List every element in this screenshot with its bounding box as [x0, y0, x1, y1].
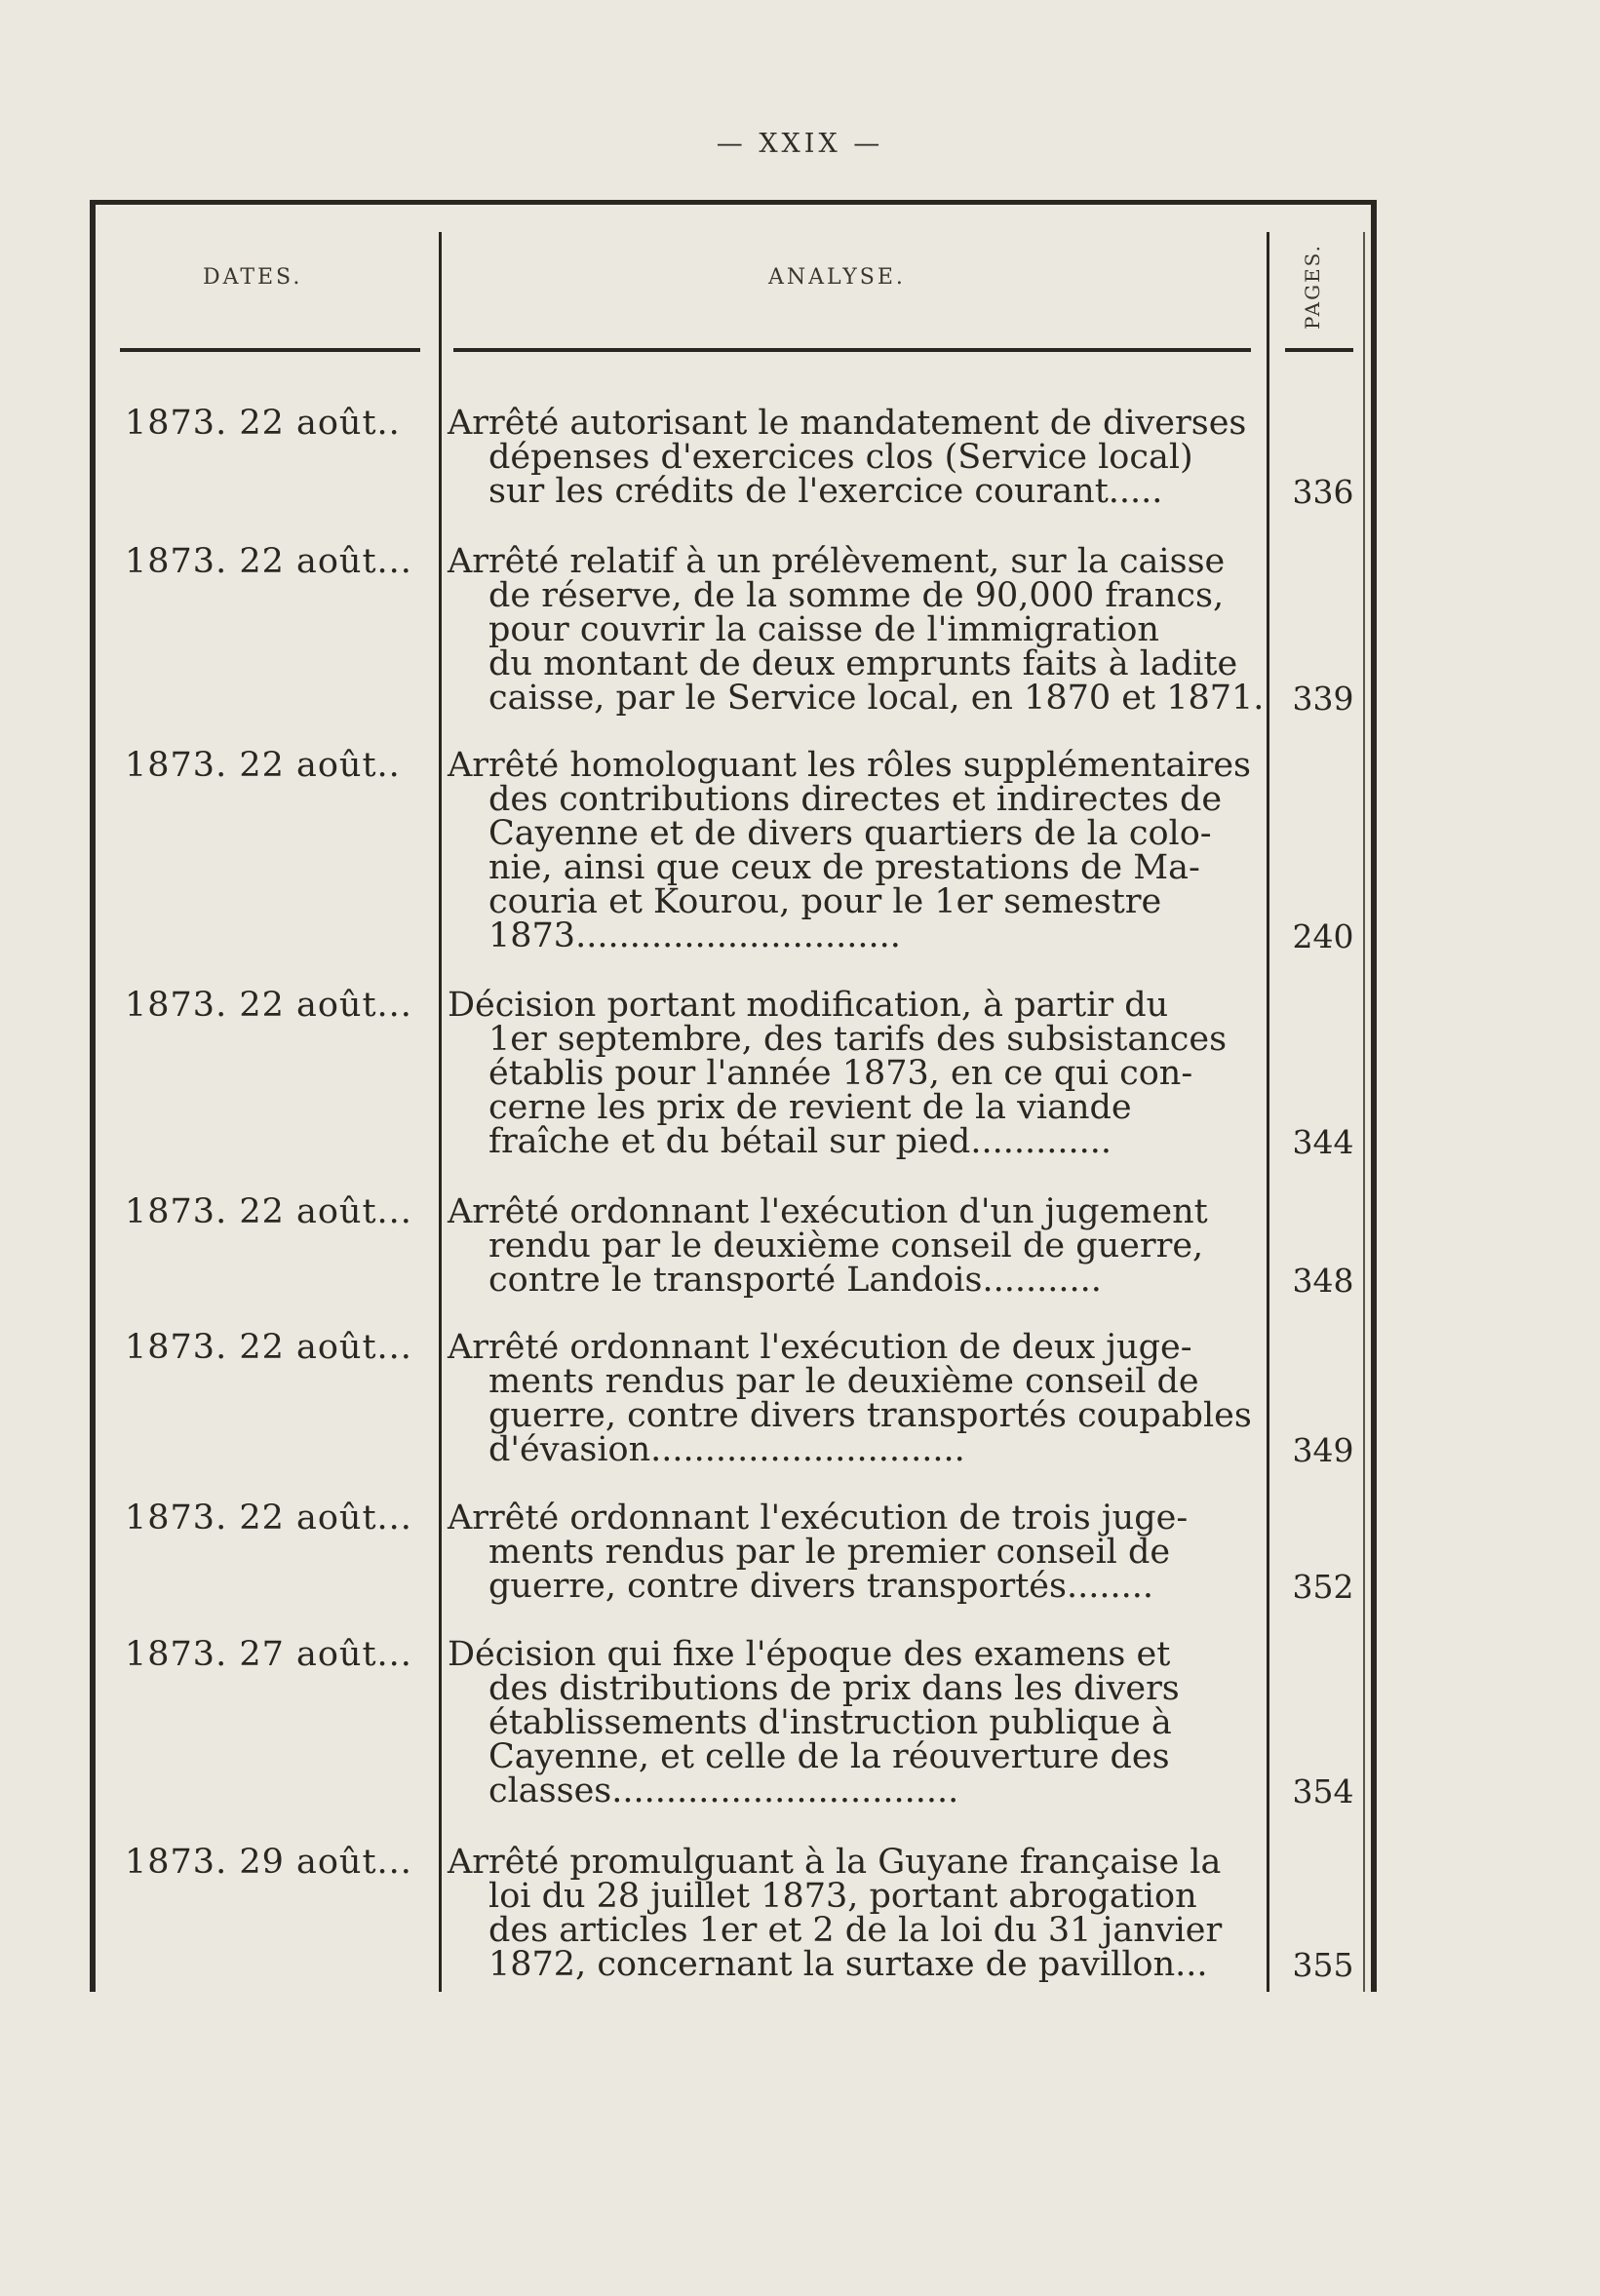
entry-page-number: 339: [1292, 680, 1354, 718]
analysis-line: 1873..............................: [488, 916, 901, 955]
analysis-line: Arrêté homologuant les rôles supplémentaires: [448, 746, 1252, 785]
analysis-line: de réserve, de la somme de 90,000 francs,: [488, 576, 1225, 615]
analysis-line: guerre, contre divers transportés coupables: [488, 1396, 1252, 1435]
analysis-line: 1872, concernant la surtaxe de pavillon...: [488, 1945, 1208, 1984]
analysis-line: Décision qui fixe l'époque des examens et: [448, 1635, 1171, 1674]
column-divider-pages: [1363, 232, 1365, 1992]
entry-analysis: [448, 746, 1259, 955]
analysis-line: guerre, contre divers transportés........: [488, 1567, 1153, 1606]
entry-page-number: 348: [1292, 1262, 1354, 1300]
analysis-line: Arrêté ordonnant l'exécution de deux juge-: [448, 1328, 1192, 1367]
analysis-line: établis pour l'année 1873, en ce qui con-: [488, 1054, 1193, 1093]
entry-date: 1873. 22 août...: [125, 1498, 412, 1537]
analysis-line: rendu par le deuxième conseil de guerre,: [488, 1226, 1204, 1265]
analysis-line: ments rendus par le premier conseil de: [488, 1533, 1171, 1572]
analysis-line: Cayenne et de divers quartiers de la colo-: [488, 814, 1212, 853]
entry-analysis: [448, 1635, 1259, 1810]
analysis-line: Arrêté ordonnant l'exécution de trois juge-: [448, 1498, 1189, 1537]
analysis-line: nie, ainsi que ceux de prestations de Ma-: [488, 848, 1200, 887]
entry-date: 1873. 22 août..: [125, 746, 401, 785]
analysis-line: des distributions de prix dans les divers: [488, 1669, 1180, 1708]
entry-analysis: [448, 1328, 1259, 1469]
entry-analysis: [448, 1192, 1259, 1300]
column-divider-analyse: [1267, 232, 1269, 1992]
analysis-line: Arrêté relatif à un prélèvement, sur la caisse: [448, 542, 1226, 581]
entry-analysis: [448, 404, 1259, 511]
page-folio: — XXIX —: [716, 129, 884, 159]
analysis-line: sur les crédits de l'exercice courant.....: [488, 472, 1163, 511]
entry-page-number: 336: [1292, 473, 1354, 511]
header-dates: DATES.: [203, 265, 303, 290]
analysis-line: pour couvrir la caisse de l'immigration: [488, 610, 1159, 649]
header-pages: PAGES.: [1301, 244, 1324, 330]
header-rule-dates: [120, 348, 420, 352]
analysis-line: loi du 28 juillet 1873, portant abrogation: [488, 1877, 1197, 1916]
entry-date: 1873. 22 août...: [125, 986, 412, 1025]
entry-date: 1873. 27 août...: [125, 1635, 412, 1674]
entry-date: 1873. 22 août..: [125, 404, 401, 443]
analysis-line: Cayenne, et celle de la réouverture des: [488, 1737, 1170, 1776]
analysis-line: Décision portant modification, à partir du: [448, 986, 1169, 1025]
entry-analysis: [448, 1843, 1259, 1984]
entry-page-number: 240: [1292, 917, 1354, 955]
entry-page-number: 354: [1292, 1772, 1354, 1810]
entry-page-number: 344: [1292, 1123, 1354, 1161]
analysis-line: cerne les prix de revient de la viande: [488, 1088, 1132, 1127]
analysis-line: contre le transporté Landois...........: [488, 1261, 1102, 1300]
analysis-line: des contributions directes et indirectes de: [488, 780, 1223, 819]
entry-analysis: [448, 542, 1265, 718]
analysis-line: dépenses d'exercices clos (Service local): [488, 438, 1193, 477]
entry-date: 1873. 29 août...: [125, 1843, 412, 1882]
analysis-line: 1er septembre, des tarifs des subsistances: [488, 1020, 1228, 1059]
header-rule-analyse: [453, 348, 1251, 352]
analysis-line: Arrêté promulguant à la Guyane française la: [448, 1843, 1222, 1882]
header-rule-pages: [1285, 348, 1353, 352]
entry-page-number: 355: [1292, 1946, 1354, 1984]
entry-date: 1873. 22 août...: [125, 1192, 412, 1231]
column-divider-dates: [439, 232, 442, 1992]
analysis-line: ments rendus par le deuxième conseil de: [488, 1362, 1199, 1401]
entry-page-number: 349: [1292, 1431, 1354, 1469]
entry-page-number: 352: [1292, 1568, 1354, 1606]
analysis-line: Arrêté ordonnant l'exécution d'un jugement: [448, 1192, 1208, 1231]
entry-analysis: [448, 986, 1259, 1161]
entry-date: 1873. 22 août...: [125, 1328, 412, 1367]
analysis-line: du montant de deux emprunts faits à ladite: [488, 644, 1238, 683]
analysis-line: caisse, par le Service local, en 1870 et 1871.: [488, 679, 1265, 718]
analysis-line: d'évasion.............................: [488, 1430, 965, 1469]
analysis-line: des articles 1er et 2 de la loi du 31 janvier: [488, 1911, 1223, 1950]
analysis-line: Arrêté autorisant le mandatement de diverses: [448, 404, 1247, 443]
entry-date: 1873. 22 août...: [125, 542, 412, 581]
entry-analysis: [448, 1498, 1259, 1606]
analysis-line: fraîche et du bétail sur pied.............: [488, 1122, 1112, 1161]
analysis-line: classes................................: [488, 1771, 959, 1810]
index-table: [90, 200, 1377, 1992]
header-analyse: ANALYSE.: [768, 265, 906, 290]
analysis-line: couria et Kourou, pour le 1er semestre: [488, 882, 1162, 921]
analysis-line: établissements d'instruction publique à: [488, 1703, 1172, 1742]
